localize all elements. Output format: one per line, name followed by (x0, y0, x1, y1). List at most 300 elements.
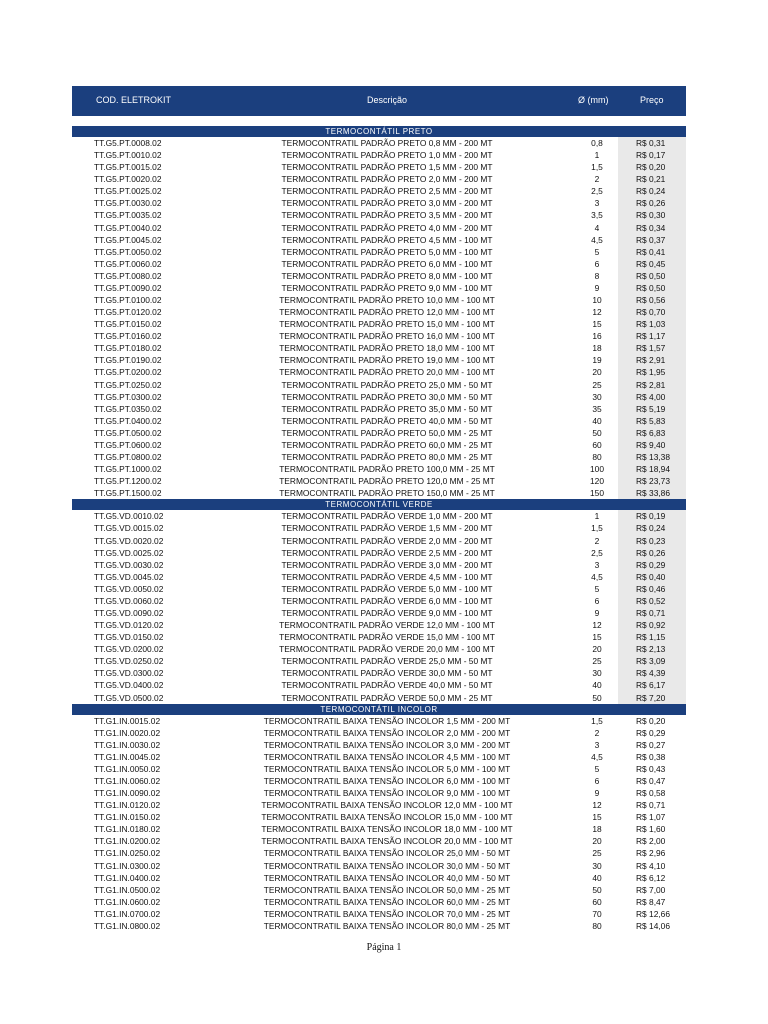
product-description: TERMOCONTRATIL PADRÃO PRETO 20,0 MM - 100 MT (279, 367, 495, 378)
section-title: TERMOCONTÁTIL PRETO (72, 126, 686, 137)
table-row (72, 692, 686, 704)
product-description: TERMOCONTRATIL BAIXA TENSÃO INCOLOR 20,0 MM - 100 MT (261, 836, 513, 847)
product-code: TT.G1.IN.0090.02 (94, 788, 161, 799)
product-price: R$ 3,09 (618, 655, 686, 667)
product-code: TT.G5.VD.0120.02 (94, 620, 164, 631)
product-diameter: 4,5 (591, 234, 603, 245)
table-header (72, 86, 686, 116)
product-diameter: 6 (594, 258, 600, 269)
product-code: TT.G5.PT.0030.02 (94, 198, 162, 209)
table-row (72, 173, 686, 185)
product-diameter: 1,5 (591, 523, 603, 534)
product-price: R$ 1,95 (618, 366, 686, 378)
product-diameter: 6 (594, 595, 600, 606)
product-description: TERMOCONTRATIL PADRÃO PRETO 120,0 MM - 25 MT (279, 476, 495, 487)
product-diameter: 100 (590, 464, 604, 475)
table-row (72, 872, 686, 884)
product-price: R$ 0,52 (618, 595, 686, 607)
product-description: TERMOCONTRATIL PADRÃO PRETO 30,0 MM - 50 MT (281, 391, 493, 402)
product-code: TT.G5.PT.0600.02 (94, 439, 162, 450)
product-description: TERMOCONTRATIL BAIXA TENSÃO INCOLOR 1,5 MM - 200 MT (263, 715, 511, 726)
product-price: R$ 4,10 (636, 860, 666, 871)
product-price: R$ 1,15 (618, 631, 686, 643)
product-code: TT.G5.VD.0010.02 (94, 511, 164, 522)
product-diameter: 3 (594, 739, 600, 750)
table-row (72, 258, 686, 270)
product-diameter: 25 (592, 379, 602, 390)
product-price: R$ 0,31 (618, 137, 686, 149)
product-description: TERMOCONTRATIL PADRÃO VERDE 2,5 MM - 200 MT (281, 547, 493, 558)
product-price: R$ 0,37 (618, 234, 686, 246)
table-row (72, 439, 686, 451)
product-code: TT.G1.IN.0500.02 (94, 884, 161, 895)
product-diameter: 4 (594, 222, 600, 233)
product-diameter: 4,5 (591, 571, 603, 582)
product-diameter: 16 (592, 331, 602, 342)
product-code: TT.G5.PT.0045.02 (94, 234, 162, 245)
product-price: R$ 0,30 (618, 209, 686, 221)
table-row (72, 149, 686, 161)
product-diameter: 6 (594, 775, 600, 786)
table-row (72, 908, 686, 920)
product-description: TERMOCONTRATIL BAIXA TENSÃO INCOLOR 4,5 MM - 100 MT (263, 751, 511, 762)
product-price: R$ 0,34 (618, 222, 686, 234)
table-row (72, 811, 686, 823)
table-row (72, 799, 686, 811)
product-description: TERMOCONTRATIL PADRÃO VERDE 4,5 MM - 100 MT (281, 571, 493, 582)
product-description: TERMOCONTRATIL PADRÃO PRETO 35,0 MM - 50 MT (281, 403, 493, 414)
table-row (72, 415, 686, 427)
product-description: TERMOCONTRATIL PADRÃO PRETO 2,0 MM - 200 MT (281, 174, 493, 185)
header-price: Preço (640, 95, 664, 105)
table-row (72, 391, 686, 403)
product-diameter: 15 (592, 319, 602, 330)
product-price: R$ 1,57 (618, 342, 686, 354)
product-code: TT.G5.PT.1500.02 (94, 488, 162, 499)
table-row (72, 342, 686, 354)
table-row (72, 161, 686, 173)
table-row (72, 619, 686, 631)
table-row (72, 571, 686, 583)
table-row (72, 366, 686, 378)
product-code: TT.G5.PT.0025.02 (94, 186, 162, 197)
product-code: TT.G1.IN.0030.02 (94, 739, 161, 750)
table-row (72, 246, 686, 258)
product-price: R$ 0,26 (618, 197, 686, 209)
product-code: TT.G5.VD.0030.02 (94, 559, 164, 570)
product-price: R$ 2,91 (618, 354, 686, 366)
product-price: R$ 4,00 (618, 391, 686, 403)
table-row (72, 823, 686, 835)
product-price: R$ 1,60 (636, 824, 666, 835)
product-diameter: 3,5 (591, 210, 603, 221)
product-code: TT.G5.VD.0050.02 (94, 583, 164, 594)
table-row (72, 715, 686, 727)
product-description: TERMOCONTRATIL PADRÃO PRETO 16,0 MM - 100 MT (279, 331, 495, 342)
product-code: TT.G5.PT.0180.02 (94, 343, 162, 354)
product-code: TT.G5.PT.0200.02 (94, 367, 162, 378)
product-code: TT.G5.PT.0015.02 (94, 162, 162, 173)
table-row (72, 920, 686, 932)
product-description: TERMOCONTRATIL BAIXA TENSÃO INCOLOR 5,0 MM - 100 MT (263, 763, 511, 774)
table-row (72, 763, 686, 775)
product-description: TERMOCONTRATIL PADRÃO VERDE 15,0 MM - 100 MT (279, 632, 495, 643)
product-description: TERMOCONTRATIL BAIXA TENSÃO INCOLOR 80,0 MM - 25 MT (263, 920, 511, 931)
table-row (72, 294, 686, 306)
product-price: R$ 0,17 (618, 149, 686, 161)
table-row (72, 787, 686, 799)
product-code: TT.G1.IN.0150.02 (94, 812, 161, 823)
table-row (72, 727, 686, 739)
product-diameter: 30 (592, 391, 602, 402)
table-row (72, 354, 686, 366)
product-price: R$ 0,50 (618, 270, 686, 282)
table-row (72, 282, 686, 294)
table-row (72, 884, 686, 896)
product-diameter: 0,8 (591, 138, 603, 148)
product-code: TT.G5.PT.0160.02 (94, 331, 162, 342)
product-description: TERMOCONTRATIL PADRÃO VERDE 9,0 MM - 100 MT (281, 607, 493, 618)
product-price: R$ 0,71 (636, 800, 666, 811)
product-price: R$ 0,41 (618, 246, 686, 258)
product-description: TERMOCONTRATIL BAIXA TENSÃO INCOLOR 60,0 MM - 25 MT (263, 896, 511, 907)
product-code: TT.G5.PT.0800.02 (94, 452, 162, 463)
product-price: R$ 2,96 (636, 848, 666, 859)
table-row (72, 510, 686, 522)
product-price: R$ 7,20 (618, 692, 686, 704)
product-description: TERMOCONTRATIL BAIXA TENSÃO INCOLOR 70,0 MM - 25 MT (263, 908, 511, 919)
product-description: TERMOCONTRATIL PADRÃO VERDE 5,0 MM - 100 MT (281, 583, 493, 594)
table-row (72, 522, 686, 534)
product-description: TERMOCONTRATIL BAIXA TENSÃO INCOLOR 12,0 MM - 100 MT (261, 800, 513, 811)
product-description: TERMOCONTRATIL PADRÃO VERDE 3,0 MM - 200 MT (281, 559, 493, 570)
product-price: R$ 2,13 (618, 643, 686, 655)
product-diameter: 40 (592, 680, 602, 691)
product-diameter: 40 (592, 415, 602, 426)
product-diameter: 9 (594, 607, 600, 618)
product-price: R$ 9,40 (618, 439, 686, 451)
product-price: R$ 0,24 (618, 522, 686, 534)
product-diameter: 5 (594, 763, 600, 774)
product-diameter: 50 (592, 884, 602, 895)
product-diameter: 1 (594, 511, 600, 522)
product-price: R$ 0,40 (618, 571, 686, 583)
product-code: TT.G5.PT.0350.02 (94, 403, 162, 414)
product-code: TT.G5.VD.0045.02 (94, 571, 164, 582)
product-diameter: 1 (594, 150, 600, 161)
table-row (72, 234, 686, 246)
product-code: TT.G1.IN.0300.02 (94, 860, 161, 871)
product-description: TERMOCONTRATIL PADRÃO PRETO 50,0 MM - 25 MT (281, 427, 493, 438)
table-row (72, 739, 686, 751)
product-code: TT.G5.PT.0300.02 (94, 391, 162, 402)
table-row (72, 667, 686, 679)
product-price: R$ 8,47 (636, 896, 666, 907)
product-code: TT.G1.IN.0060.02 (94, 775, 161, 786)
table-row (72, 535, 686, 547)
product-price: R$ 0,27 (636, 739, 666, 750)
product-description: TERMOCONTRATIL BAIXA TENSÃO INCOLOR 40,0 MM - 50 MT (263, 872, 511, 883)
product-diameter: 10 (592, 295, 602, 306)
product-code: TT.G1.IN.0120.02 (94, 800, 161, 811)
product-price: R$ 0,47 (636, 775, 666, 786)
product-description: TERMOCONTRATIL PADRÃO VERDE 50,0 MM - 25 MT (281, 692, 493, 703)
product-code: TT.G5.VD.0300.02 (94, 668, 164, 679)
product-description: TERMOCONTRATIL PADRÃO VERDE 6,0 MM - 100 MT (281, 595, 493, 606)
table-row (72, 751, 686, 763)
product-price: R$ 1,07 (636, 812, 666, 823)
product-description: TERMOCONTRATIL PADRÃO VERDE 25,0 MM - 50 MT (281, 656, 493, 667)
product-price: R$ 0,19 (618, 510, 686, 522)
product-code: TT.G1.IN.0045.02 (94, 751, 161, 762)
table-row (72, 896, 686, 908)
product-description: TERMOCONTRATIL PADRÃO PRETO 100,0 MM - 25 MT (279, 464, 495, 475)
product-price: R$ 6,12 (636, 872, 666, 883)
product-diameter: 3 (594, 198, 600, 209)
header-diameter: Ø (mm) (578, 95, 609, 105)
product-price: R$ 12,66 (636, 908, 670, 919)
product-description: TERMOCONTRATIL PADRÃO PRETO 1,5 MM - 200 MT (281, 162, 493, 173)
table-row (72, 559, 686, 571)
table-row (72, 379, 686, 391)
product-diameter: 25 (592, 656, 602, 667)
table-row (72, 775, 686, 787)
product-code: TT.G5.VD.0400.02 (94, 680, 164, 691)
product-description: TERMOCONTRATIL PADRÃO VERDE 2,0 MM - 200 MT (281, 535, 493, 546)
product-price: R$ 5,83 (618, 415, 686, 427)
product-diameter: 120 (590, 476, 604, 487)
product-code: TT.G5.VD.0500.02 (94, 692, 164, 703)
product-diameter: 3 (594, 559, 600, 570)
product-code: TT.G5.PT.0250.02 (94, 379, 162, 390)
product-diameter: 8 (594, 270, 600, 281)
product-code: TT.G5.PT.0150.02 (94, 319, 162, 330)
product-diameter: 1,5 (591, 162, 603, 173)
product-code: TT.G1.IN.0700.02 (94, 908, 161, 919)
product-price: R$ 0,38 (636, 751, 666, 762)
product-description: TERMOCONTRATIL PADRÃO PRETO 1,0 MM - 200 MT (281, 150, 493, 161)
table-row (72, 607, 686, 619)
table-row (72, 487, 686, 499)
product-code: TT.G5.VD.0200.02 (94, 644, 164, 655)
product-code: TT.G5.PT.0080.02 (94, 270, 162, 281)
product-price: R$ 0,29 (636, 727, 666, 738)
product-diameter: 12 (592, 307, 602, 318)
header-description: Descrição (366, 95, 407, 105)
product-code: TT.G5.PT.0190.02 (94, 355, 162, 366)
product-diameter: 2,5 (591, 547, 603, 558)
product-description: TERMOCONTRATIL PADRÃO PRETO 15,0 MM - 100 MT (279, 319, 495, 330)
product-diameter: 9 (594, 282, 600, 293)
product-description: TERMOCONTRATIL PADRÃO PRETO 25,0 MM - 50 MT (281, 379, 493, 390)
product-description: TERMOCONTRATIL PADRÃO PRETO 19,0 MM - 100 MT (279, 355, 495, 366)
product-price: R$ 0,50 (618, 282, 686, 294)
product-code: TT.G5.PT.0060.02 (94, 258, 162, 269)
product-code: TT.G5.PT.0050.02 (94, 246, 162, 257)
product-code: TT.G5.VD.0060.02 (94, 595, 164, 606)
section-1 (72, 499, 686, 703)
product-diameter: 2 (594, 174, 600, 185)
product-diameter: 20 (592, 367, 602, 378)
product-price: R$ 33,86 (618, 487, 686, 499)
product-description: TERMOCONTRATIL PADRÃO PRETO 0,8 MM - 200 MT (281, 138, 493, 148)
product-diameter: 70 (592, 908, 602, 919)
product-description: TERMOCONTRATIL BAIXA TENSÃO INCOLOR 15,0 MM - 100 MT (261, 812, 513, 823)
product-diameter: 60 (592, 439, 602, 450)
product-code: TT.G5.PT.0008.02 (94, 138, 162, 148)
table-row (72, 427, 686, 439)
product-price: R$ 0,56 (618, 294, 686, 306)
product-code: TT.G1.IN.0050.02 (94, 763, 161, 774)
product-description: TERMOCONTRATIL PADRÃO VERDE 1,0 MM - 200 MT (281, 511, 493, 522)
product-price: R$ 0,45 (618, 258, 686, 270)
product-price: R$ 2,81 (618, 379, 686, 391)
product-diameter: 5 (594, 246, 600, 257)
product-diameter: 1,5 (591, 715, 603, 726)
product-description: TERMOCONTRATIL PADRÃO PRETO 5,0 MM - 100 MT (281, 246, 493, 257)
table-row (72, 847, 686, 859)
product-price: R$ 0,29 (618, 559, 686, 571)
page-number: Página 1 (366, 942, 402, 953)
product-diameter: 2 (594, 535, 600, 546)
product-price: R$ 18,94 (618, 463, 686, 475)
product-price: R$ 7,00 (636, 884, 666, 895)
product-description: TERMOCONTRATIL PADRÃO VERDE 40,0 MM - 50 MT (281, 680, 493, 691)
product-diameter: 50 (592, 427, 602, 438)
table-row (72, 631, 686, 643)
product-price: R$ 4,39 (618, 667, 686, 679)
product-price: R$ 0,46 (618, 583, 686, 595)
product-description: TERMOCONTRATIL PADRÃO PRETO 2,5 MM - 200 MT (281, 186, 493, 197)
product-diameter: 30 (592, 860, 602, 871)
table-row (72, 318, 686, 330)
product-price: R$ 0,20 (636, 715, 666, 726)
table-row (72, 197, 686, 209)
product-description: TERMOCONTRATIL PADRÃO PRETO 80,0 MM - 25 MT (281, 452, 493, 463)
product-code: TT.G1.IN.0600.02 (94, 896, 161, 907)
product-diameter: 9 (594, 788, 600, 799)
product-diameter: 35 (592, 403, 602, 414)
product-price: R$ 0,71 (618, 607, 686, 619)
table-row (72, 595, 686, 607)
table-row (72, 222, 686, 234)
table-row (72, 330, 686, 342)
product-price: R$ 0,43 (636, 763, 666, 774)
product-code: TT.G5.PT.0090.02 (94, 282, 162, 293)
product-diameter: 5 (594, 583, 600, 594)
product-diameter: 19 (592, 355, 602, 366)
product-description: TERMOCONTRATIL BAIXA TENSÃO INCOLOR 50,0 MM - 25 MT (263, 884, 511, 895)
product-code: TT.G5.PT.0035.02 (94, 210, 162, 221)
product-code: TT.G1.IN.0200.02 (94, 836, 161, 847)
product-description: TERMOCONTRATIL BAIXA TENSÃO INCOLOR 6,0 MM - 100 MT (263, 775, 511, 786)
product-description: TERMOCONTRATIL BAIXA TENSÃO INCOLOR 3,0 MM - 200 MT (263, 739, 511, 750)
product-code: TT.G1.IN.0020.02 (94, 727, 161, 738)
product-price: R$ 0,24 (618, 185, 686, 197)
product-description: TERMOCONTRATIL PADRÃO PRETO 10,0 MM - 100 MT (279, 295, 495, 306)
header-code: COD. ELETROKIT (96, 95, 172, 105)
product-price: R$ 23,73 (618, 475, 686, 487)
product-price: R$ 0,92 (618, 619, 686, 631)
product-diameter: 20 (592, 836, 602, 847)
product-code: TT.G5.PT.1000.02 (94, 464, 162, 475)
product-code: TT.G5.PT.0120.02 (94, 307, 162, 318)
product-diameter: 2 (594, 727, 600, 738)
table-row (72, 475, 686, 487)
product-price: R$ 1,17 (618, 330, 686, 342)
product-description: TERMOCONTRATIL BAIXA TENSÃO INCOLOR 2,0 MM - 200 MT (263, 727, 511, 738)
product-description: TERMOCONTRATIL PADRÃO PRETO 60,0 MM - 25 MT (281, 439, 493, 450)
product-code: TT.G1.IN.0250.02 (94, 848, 161, 859)
product-code: TT.G5.PT.0500.02 (94, 427, 162, 438)
product-description: TERMOCONTRATIL PADRÃO PRETO 4,0 MM - 200 MT (281, 222, 493, 233)
product-price: R$ 0,70 (618, 306, 686, 318)
table-row (72, 835, 686, 847)
product-code: TT.G5.PT.0040.02 (94, 222, 162, 233)
product-code: TT.G5.PT.0010.02 (94, 150, 162, 161)
product-price: R$ 2,00 (636, 836, 666, 847)
product-diameter: 2,5 (591, 186, 603, 197)
product-diameter: 50 (592, 692, 602, 703)
product-price: R$ 0,21 (618, 173, 686, 185)
product-price: R$ 6,17 (618, 679, 686, 691)
product-diameter: 30 (592, 668, 602, 679)
product-description: TERMOCONTRATIL PADRÃO PRETO 3,5 MM - 200 MT (281, 210, 493, 221)
product-description: TERMOCONTRATIL PADRÃO PRETO 150,0 MM - 25 MT (279, 488, 495, 499)
product-diameter: 12 (592, 620, 602, 631)
product-diameter: 60 (592, 896, 602, 907)
product-description: TERMOCONTRATIL PADRÃO PRETO 12,0 MM - 100 MT (279, 307, 495, 318)
product-code: TT.G5.VD.0020.02 (94, 535, 164, 546)
product-diameter: 4,5 (591, 751, 603, 762)
product-code: TT.G1.IN.0400.02 (94, 872, 161, 883)
product-code: TT.G5.VD.0025.02 (94, 547, 164, 558)
product-diameter: 15 (592, 632, 602, 643)
table-row (72, 306, 686, 318)
product-description: TERMOCONTRATIL PADRÃO PRETO 3,0 MM - 200 MT (281, 198, 493, 209)
product-code: TT.G5.PT.0400.02 (94, 415, 162, 426)
product-description: TERMOCONTRATIL PADRÃO PRETO 18,0 MM - 100 MT (279, 343, 495, 354)
product-description: TERMOCONTRATIL PADRÃO VERDE 12,0 MM - 100 MT (279, 620, 495, 631)
table-row (72, 209, 686, 221)
table-row (72, 547, 686, 559)
product-code: TT.G1.IN.0800.02 (94, 920, 161, 931)
product-description: TERMOCONTRATIL BAIXA TENSÃO INCOLOR 30,0 MM - 50 MT (263, 860, 511, 871)
product-code: TT.G5.VD.0250.02 (94, 656, 164, 667)
product-price: R$ 6,83 (618, 427, 686, 439)
product-code: TT.G1.IN.0015.02 (94, 715, 161, 726)
product-diameter: 20 (592, 644, 602, 655)
section-2 (72, 704, 686, 932)
table-row (72, 270, 686, 282)
product-diameter: 40 (592, 872, 602, 883)
price-table (72, 126, 686, 932)
product-description: TERMOCONTRATIL PADRÃO VERDE 30,0 MM - 50 MT (281, 668, 493, 679)
product-code: TT.G5.PT.0100.02 (94, 295, 162, 306)
table-row (72, 451, 686, 463)
product-code: TT.G5.PT.0020.02 (94, 174, 162, 185)
product-diameter: 18 (592, 824, 602, 835)
product-description: TERMOCONTRATIL PADRÃO PRETO 9,0 MM - 100 MT (281, 282, 493, 293)
product-description: TERMOCONTRATIL BAIXA TENSÃO INCOLOR 9,0 MM - 100 MT (263, 788, 511, 799)
section-title: TERMOCONTÁTIL INCOLOR (72, 704, 686, 715)
product-code: TT.G5.PT.1200.02 (94, 476, 162, 487)
table-row (72, 463, 686, 475)
product-description: TERMOCONTRATIL PADRÃO PRETO 8,0 MM - 100 MT (281, 270, 493, 281)
product-description: TERMOCONTRATIL BAIXA TENSÃO INCOLOR 25,0 MM - 50 MT (263, 848, 511, 859)
product-description: TERMOCONTRATIL BAIXA TENSÃO INCOLOR 18,0 MM - 100 MT (261, 824, 513, 835)
product-price: R$ 0,23 (618, 535, 686, 547)
